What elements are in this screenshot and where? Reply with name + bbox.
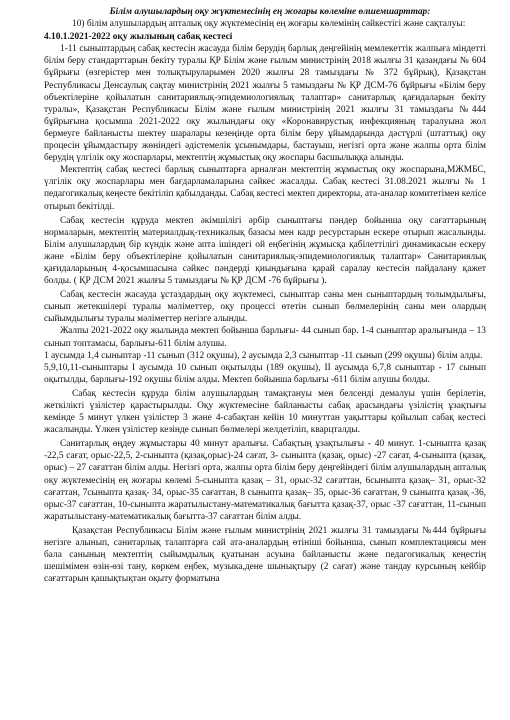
- paragraph-1: 1-11 сыныптардың сабақ кестесін жасауда білім берудің барлық деңгейінің мемлекеттік жалпыға міндетті білім беру стандарттарын бекіту туралы ҚР Білім және ғылым министрінің 2018 жылғы 31 қазандағы № 604 бұйрығы (өзгерістер мен толықтыруларымен 2020 жылғы 28 тамыздағы № 372 бұйрық), Қазақстан Республикасы Денсаулық сақтау министрінің 2021 жылғы 5 тамыздағы № ҚР ДСМ-76 бұйрығы «Білім беру объектілеріне қойылатын санитариялық-эпидемиологиялық талаптар» санитарлық қағидаларын бекіту туралы», Қазақстан Республикасы Білім және ғылым министрінің 2021 жылғы 31 тамыздағы №444 бұйрығына қосымша 2021-2022 оқу жылындағы оқу «Коронавирустық инфекцияның таралуына жол бермеуге байланысты шектеу шаралары кезеңінде орта білім беру ұйымдарында дәстүрлі (штаттық) оқу процесін ұйымдастыру жөніндегі әдістемелік ұсынымдары, бастауыш, негізгі орта және жалпы орта білім берудің үлгілік оқу жоспарлары, мектептің жұмыстық оқу жоспары басшылыққа алынды.: [44, 44, 486, 164]
- paragraph-2: Мектептің сабақ кестесі барлық сыныптарға арналған мектептің жұмыстық оқу жоспарына,МЖМБС, үлгілік оқу жоспарлары мен бағдарламаларына сәйкес жасалды. Сабақ кестесі 31.08.2021 жылғы № 1 педагогикалық кеңесте бекітіліп қабылданды. Сабақ кестесі мектеп директоры, ата-аналар комитетімен келісе отырып бекітілді.: [44, 165, 486, 212]
- paragraph-3: Сабақ кестесін құруда мектеп әкімшілігі әрбір сыныптағы пәндер бойынша оқу сағаттарының нормаларын, мектептің материалдық-техникалық базасы мен кадр ресурстарын ескере отырып жасалынды. Білім алушылардың бір күндік және апта ішіндегі ой еңбегінің жұмысқа қабілеттілігі динамикасын ескеру және «Білім беру объектілеріне қойылатын санитариялық-эпидемиологиялық талаптар» Санитариялық қағидаларының 4-қосымшасына сәйкес пәндерді қиындығына қарай саралау кестесін пайдалану қажет болды. ( ҚР ДСМ 2021 жылғы 5 тамыздағы № ҚР ДСМ -76 бұйрығы ).: [44, 215, 486, 287]
- intro-paragraph: 10) білім алушылардың апталық оқу жүктемесінің ең жоғары көлемінің сәйкестігі және сақталуы:: [72, 19, 466, 30]
- section-heading: 4.10.1.2021-2022 оқу жылының сабақ кестесі: [44, 32, 233, 43]
- paragraph-4: Сабақ кестесін жасауда ұстаздардың оқу жүктемесі, сыныптар саны мен сыныптардың толымдылығы, сынып жетекшілері туралы мәліметтер, оқу процессі өтетін сынып бөлмелерінің саны мен олардың сыйымдылығы туралы мәліметтер негізге алынды.: [44, 290, 486, 325]
- paragraph-9: Санитарлық өңдеу жұмыстары 40 минут аралығы. Сабақтың ұзақтылығы - 40 минут. 1-сыныпта қазақ -22,5 сағат, орыс-22,5, 2-сыныпта (қазақ,орыс)-24 сағат, 3- сыныпта (қазақ, орыс) -27 сағат, 4-сыныпта (қазақ, орыс) – 27 сағаттан білім алды. Негізгі орта, жалпы орта білім беру деңгейіндегі білім алушылардың апталық оқу жүктемесінің ең жоғары көлемі 5-сыныпта қазақ – 31, орыс-32 сағаттан, 6сыныпта қазақ– 31, орыс-32 сағаттан, 7сыныпта қазақ- 34, орыс-35 сағаттан, 8 сыныпта қазақ– 35, орыс-36 сағаттан, 9 сыныпта қазақ -36, орыс-37 сағаттан, 10-сыныпта жаратылыстану-математикалық бағытта қазақ-37, орыс -37 сағаттан, 11-сынып жаратылыстану-математикалық бағытта-37 сағаттан білім алды.: [44, 439, 486, 522]
- paragraph-10: Қазақстан Республикасы Білім және ғылым министрінің 2021 жылғы 31 тамыздағы №444 бұйрығы негізге алынып, санитарлық талаптарға сай ата-аналардың өтініші бойынша, сынып комплектациясы мен бала санының мектептің сыйымдылық қуатынан асуына байланысты және педагогикалық кеңестің шешімімен өзін-өзі тану, көркем еңбек, музыка,дене шынықтыру (2 сағат) және тандау курсының кейбір сағаттарын қашықтықтан оқыту форматына: [44, 525, 486, 585]
- document-title: Білім алушылардың оқу жүктемесінің ең жоғары көлеміне өлшемшарттар:: [109, 7, 431, 17]
- paragraph-5: Жалпы 2021-2022 оқу жылында мектеп бойынша барлығы- 44 сынып бар. 1-4 сыныптар аралығында – 13 сынып топтамасы, барлығы-611 білім алушы.: [44, 326, 486, 349]
- paragraph-7: 5,9,10,11-сыныптары I аусымда 10 сынып оқытылды (189 оқушы), II аусымда 6,7,8 сыныптар - 17 сынып оқытылды, барлығы-192 оқушы білім алды. Мектеп бойынша барлығы -611 білім алушы болды.: [44, 362, 486, 385]
- paragraph-6: 1 аусымда 1,4 сыныптар -11 сынып (312 оқушы), 2 аусымда 2,3 сыныптар -11 сынып (299 оқушы) білім алды.: [44, 350, 483, 361]
- paragraph-8: Сабақ кестесін құруда білім алушылардың тамақтануы мен белсенді демалуы үшін берілетін, жеткілікті үзілістер қарастырылды. Оқу жүктемесіне байланысты сабақ арасындағы үзілістің ұзақтығы кемінде 5 минут үлкен үзілістер 3 және 4-сабақтан кейін 10 минуттан уақыттары қойылып сабақ кестесі жасалынды. Үлкен үзілістер кезінде сынып бөлмелері желдетіліп, кварцталды.: [44, 388, 486, 436]
